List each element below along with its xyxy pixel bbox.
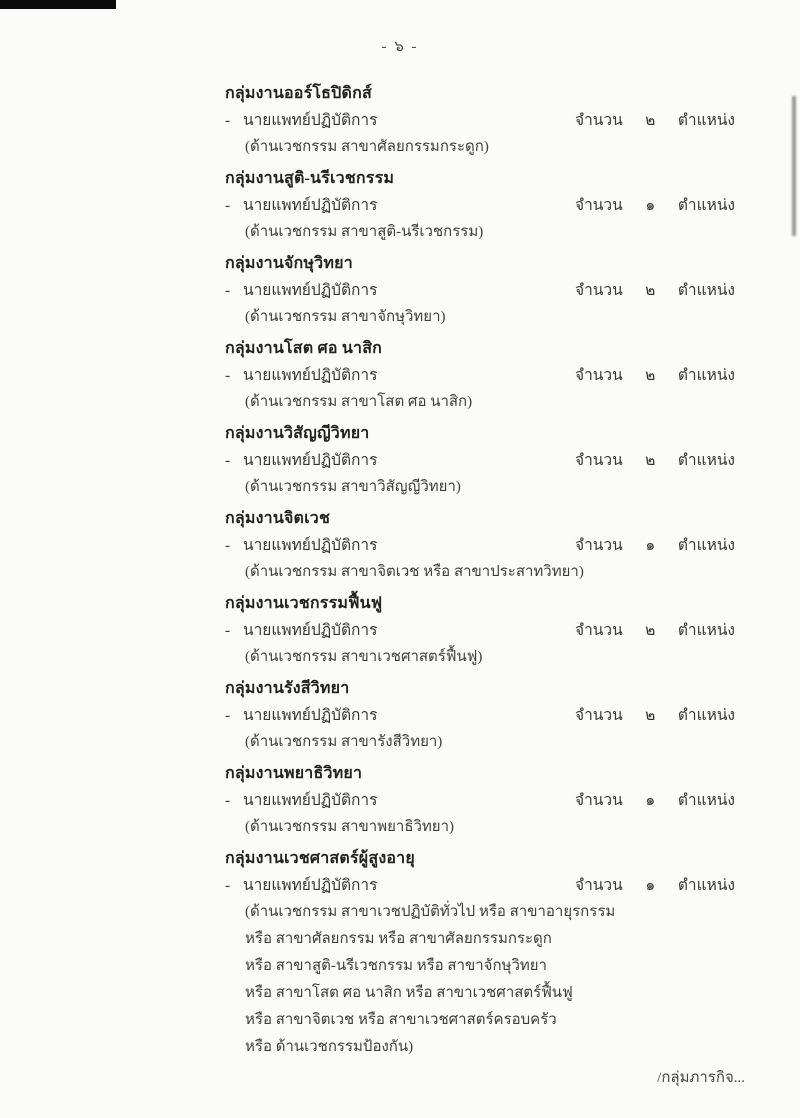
count-number: ๒ — [645, 622, 656, 639]
count-prefix: จำนวน — [575, 452, 623, 469]
count-suffix: ตำแหน่ง — [677, 792, 735, 809]
scan-artifact-top-left — [0, 0, 116, 9]
bullet-dash: - — [225, 537, 231, 554]
count-suffix: ตำแหน่ง — [677, 622, 735, 639]
scan-artifact-right-edge — [792, 96, 796, 236]
specialty-details — [225, 814, 760, 841]
count-block — [575, 872, 735, 899]
count-block — [575, 192, 735, 219]
count-number: ๒ — [645, 707, 656, 724]
job-group-section — [225, 80, 760, 161]
bullet-dash: - — [225, 367, 231, 384]
count-prefix: จำนวน — [575, 282, 623, 299]
position-row — [225, 702, 760, 729]
specialty-detail-line: (ด้านเวชกรรม สาขาศัลยกรรมกระดูก) — [245, 139, 489, 155]
count-block — [575, 447, 735, 474]
count-number: ๒ — [645, 112, 656, 129]
position-row — [225, 787, 760, 814]
count-number: ๒ — [645, 367, 656, 384]
job-group-section — [225, 505, 760, 586]
position-title: นายแพทย์ปฏิบัติการ — [243, 622, 378, 639]
job-group-section — [225, 590, 760, 671]
count-block — [575, 702, 735, 729]
count-block — [575, 362, 735, 389]
job-group-section — [225, 420, 760, 501]
position-title: นายแพทย์ปฏิบัติการ — [243, 877, 378, 894]
count-prefix: จำนวน — [575, 877, 623, 894]
count-suffix: ตำแหน่ง — [677, 707, 735, 724]
count-block — [575, 787, 735, 814]
count-number: ๒ — [645, 452, 656, 469]
count-suffix: ตำแหน่ง — [677, 197, 735, 214]
specialty-details — [225, 304, 760, 331]
specialty-detail-line: (ด้านเวชกรรม สาขาพยาธิวิทยา) — [245, 819, 455, 835]
count-block — [575, 532, 735, 559]
count-number: ๑ — [645, 537, 656, 554]
count-number: ๑ — [645, 792, 656, 809]
position-title: นายแพทย์ปฏิบัติการ — [243, 792, 378, 809]
bullet-dash: - — [225, 877, 231, 894]
count-suffix: ตำแหน่ง — [677, 367, 735, 384]
specialty-detail-line: (ด้านเวชกรรม สาขาวิสัญญีวิทยา) — [245, 479, 461, 495]
count-block — [575, 617, 735, 644]
count-prefix: จำนวน — [575, 707, 623, 724]
bullet-dash: - — [225, 112, 231, 129]
position-title: นายแพทย์ปฏิบัติการ — [243, 197, 378, 214]
count-block — [575, 107, 735, 134]
document-body — [0, 58, 800, 1061]
job-group-section — [225, 845, 760, 1061]
specialty-details — [225, 134, 760, 161]
specialty-details — [225, 474, 760, 501]
bullet-dash: - — [225, 197, 231, 214]
count-number: ๑ — [645, 197, 656, 214]
bullet-dash: - — [225, 707, 231, 724]
job-group-section — [225, 250, 760, 331]
job-group-section — [225, 165, 760, 246]
specialty-detail-line: หรือ สาขาสูติ-นรีเวชกรรม หรือ สาขาจักษุวิทยา — [245, 958, 547, 974]
job-group-title: กลุ่มงานเวชกรรมฟื้นฟู — [225, 595, 383, 612]
page-number: - ๖ - — [381, 39, 419, 55]
position-row — [225, 872, 760, 899]
job-group-title: กลุ่มงานจิตเวช — [225, 510, 331, 527]
count-suffix: ตำแหน่ง — [677, 537, 735, 554]
specialty-details — [225, 219, 760, 246]
specialty-details — [225, 559, 760, 586]
count-suffix: ตำแหน่ง — [677, 112, 735, 129]
count-prefix: จำนวน — [575, 792, 623, 809]
position-row — [225, 617, 760, 644]
job-group-title: กลุ่มงานวิสัญญีวิทยา — [225, 425, 370, 442]
specialty-details — [225, 899, 760, 1061]
count-prefix: จำนวน — [575, 112, 623, 129]
specialty-detail-line: (ด้านเวชกรรม สาขาสูติ-นรีเวชกรรม) — [245, 224, 484, 240]
position-title: นายแพทย์ปฏิบัติการ — [243, 282, 378, 299]
position-row — [225, 532, 760, 559]
position-row — [225, 277, 760, 304]
specialty-detail-line: (ด้านเวชกรรม สาขาจักษุวิทยา) — [245, 309, 446, 325]
specialty-detail-line: (ด้านเวชกรรม สาขารังสีวิทยา) — [245, 734, 443, 750]
bullet-dash: - — [225, 452, 231, 469]
job-group-title: กลุ่มงานออร์โธปิดิกส์ — [225, 85, 372, 102]
position-title: นายแพทย์ปฏิบัติการ — [243, 707, 378, 724]
specialty-detail-line: (ด้านเวชกรรม สาขาโสต ศอ นาสิก) — [245, 394, 473, 410]
position-title: นายแพทย์ปฏิบัติการ — [243, 452, 378, 469]
footer-continuation-note: /กลุ่มภารกิจ... — [657, 1070, 745, 1086]
position-row — [225, 107, 760, 134]
count-suffix: ตำแหน่ง — [677, 877, 735, 894]
specialty-detail-line: หรือ สาขาโสต ศอ นาสิก หรือ สาขาเวชศาสตร์ฟื้นฟู — [245, 985, 573, 1001]
position-title: นายแพทย์ปฏิบัติการ — [243, 537, 378, 554]
job-group-section — [225, 335, 760, 416]
specialty-detail-line: (ด้านเวชกรรม สาขาเวชศาสตร์ฟื้นฟู) — [245, 649, 483, 665]
count-suffix: ตำแหน่ง — [677, 452, 735, 469]
position-row — [225, 447, 760, 474]
specialty-details — [225, 729, 760, 756]
job-group-section — [225, 675, 760, 756]
specialty-details — [225, 389, 760, 416]
count-prefix: จำนวน — [575, 622, 623, 639]
count-suffix: ตำแหน่ง — [677, 282, 735, 299]
job-group-title: กลุ่มงานรังสีวิทยา — [225, 680, 350, 697]
count-number: ๒ — [645, 282, 656, 299]
bullet-dash: - — [225, 792, 231, 809]
position-title: นายแพทย์ปฏิบัติการ — [243, 112, 378, 129]
job-group-title: กลุ่มงานเวชศาสตร์ผู้สูงอายุ — [225, 850, 415, 867]
specialty-detail-line: หรือ สาขาศัลยกรรม หรือ สาขาศัลยกรรมกระดูก — [245, 931, 552, 947]
specialty-detail-line: หรือ ด้านเวชกรรมป้องกัน) — [245, 1039, 414, 1055]
bullet-dash: - — [225, 622, 231, 639]
job-group-title: กลุ่มงานสูติ-นรีเวชกรรม — [225, 170, 395, 187]
job-group-title: กลุ่มงานจักษุวิทยา — [225, 255, 353, 272]
count-prefix: จำนวน — [575, 197, 623, 214]
position-row — [225, 192, 760, 219]
position-title: นายแพทย์ปฏิบัติการ — [243, 367, 378, 384]
job-group-section — [225, 760, 760, 841]
bullet-dash: - — [225, 282, 231, 299]
count-number: ๑ — [645, 877, 656, 894]
count-prefix: จำนวน — [575, 537, 623, 554]
specialty-details — [225, 644, 760, 671]
count-prefix: จำนวน — [575, 367, 623, 384]
job-group-title: กลุ่มงานโสต ศอ นาสิก — [225, 340, 383, 357]
job-group-title: กลุ่มงานพยาธิวิทยา — [225, 765, 363, 782]
specialty-detail-line: (ด้านเวชกรรม สาขาเวชปฏิบัติทั่วไป หรือ สาขาอายุรกรรม — [245, 904, 616, 920]
position-row — [225, 362, 760, 389]
specialty-detail-line: (ด้านเวชกรรม สาขาจิตเวช หรือ สาขาประสาทวิทยา) — [245, 564, 584, 580]
specialty-detail-line: หรือ สาขาจิตเวช หรือ สาขาเวชศาสตร์ครอบครัว — [245, 1012, 557, 1028]
count-block — [575, 277, 735, 304]
